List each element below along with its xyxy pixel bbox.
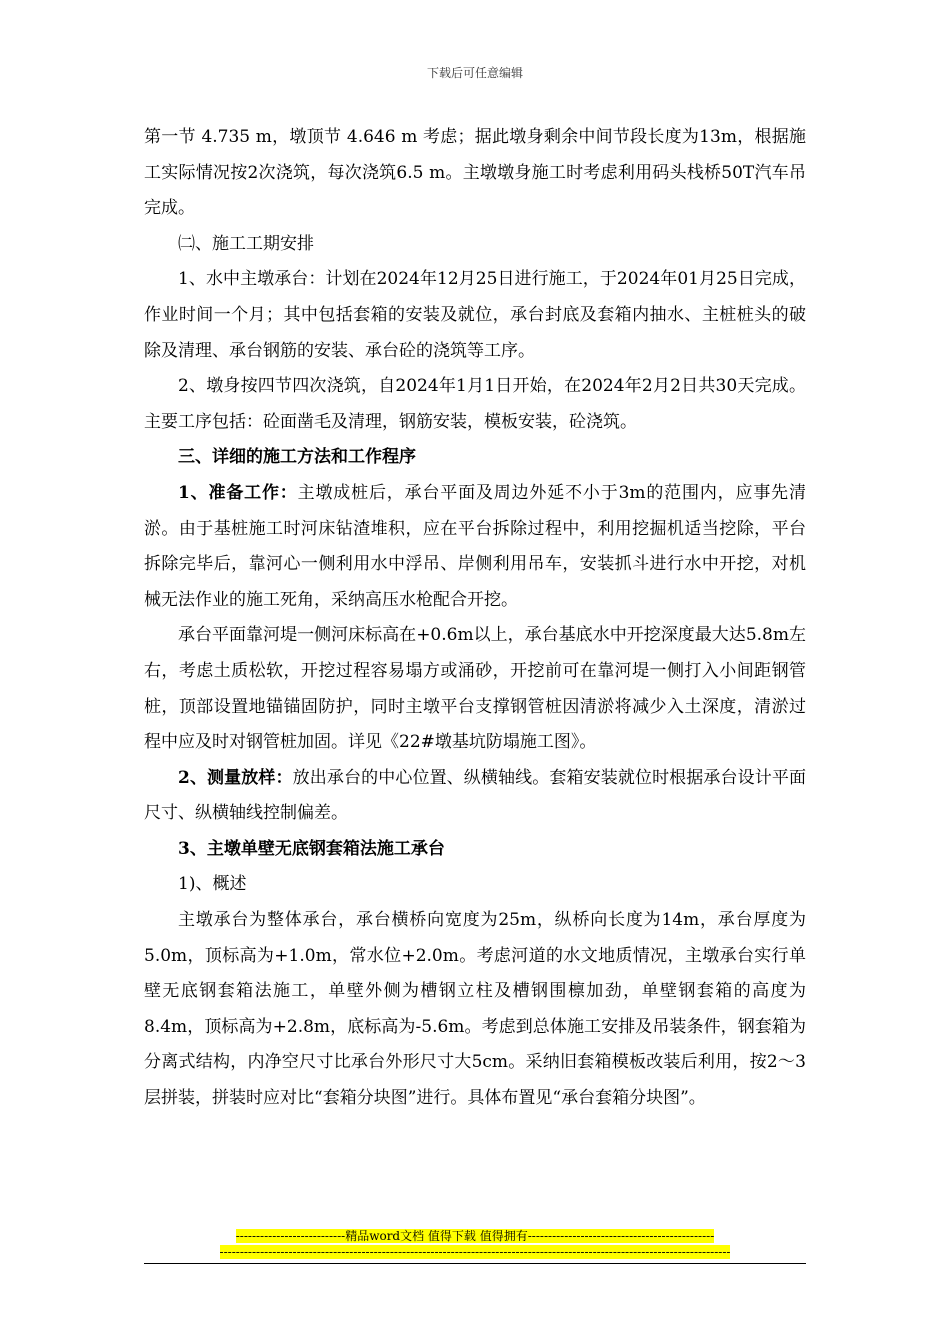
survey-text: 放出承台的中心位置、纵横轴线。套箱安装就位时根据承台设计平面尺寸、纵横轴线控制偏差。 [144, 767, 806, 824]
document-body [144, 120, 806, 1117]
section-heading-methods: 三、详细的施工方法和工作程序 [178, 447, 416, 468]
subheading-overview: 1)、概述 [178, 874, 247, 895]
survey-label: 2、测量放样： [178, 767, 293, 788]
paragraph-survey [144, 761, 806, 832]
page-header: 下载后可任意编辑 [426, 66, 523, 80]
preparation-text: 主墩成桩后，承台平面及周边外延不小于3m的范围内，应事先清淤。由于基桩施工时河床钻渣堆积，应在平台拆除过程中，利用挖掘机适当挖除，平台拆除完毕后，靠河心一侧利用水中浮吊、岸侧利用吊车，安装抓斗进行水中开挖，对机械无法作业的施工死角，采纳高压水枪配合开挖。 [144, 482, 806, 610]
footer-dash-text: ------------------------------------------------------------------------------------------------------------------------------ [219, 1245, 731, 1259]
footer-banner-line [0, 1229, 950, 1244]
paragraph-pier-segments: 第一节 4.735 m，墩顶节 4.646 m 考虑；据此墩身剩余中间节段长度为13m，根据施工实际情况按2次浇筑，每次浇筑6.5 m。主墩墩身施工时考虑利用码头栈桥50T汽车吊完成。 [144, 127, 806, 219]
paragraph-overview: 主墩承台为整体承台，承台横桥向宽度为25m，纵桥向长度为14m，承台厚度为5.0m，顶标高为+1.0m，常水位+2.0m。考虑河道的水文地质情况，主墩承台实行单壁无底钢套箱法施工，单壁外侧为槽钢立柱及槽钢围檩加劲，单壁钢套箱的高度为8.4m，顶标高为+2.8m，底标高为-5.6m。考虑到总体施工安排及吊装条件，钢套箱为分离式结构，内净空尺寸比承台外形尺寸大5cm。采纳旧套箱模板改装后利用，按2～3层拼装，拼装时应对比“套箱分块图”进行。具体布置见“承台套箱分块图”。 [144, 910, 806, 1109]
footer-banner-text: ---------------------------精品word文档 值得下载 值得拥有---------------------------------------------- [235, 1229, 715, 1243]
section-heading-cofferdam: 3、主墩单壁无底钢套箱法施工承台 [178, 838, 445, 859]
paragraph-pier-body-schedule: 2、墩身按四节四次浇筑，自2024年1月1日开始，在2024年2月2日共30天完成。主要工序包括：砼面凿毛及清理，钢筋安装，模板安装，砼浇筑。 [144, 376, 806, 432]
paragraph-preparation [144, 476, 806, 618]
paragraph-pile-cap-schedule: 1、水中主墩承台：计划在2024年12月25日进行施工，于2024年01月25日完成，作业时间一个月；其中包括套箱的安装及就位，承台封底及套箱内抽水、主桩桩头的破除及清理、承台钢筋的安装、承台砼的浇筑等工序。 [144, 269, 806, 361]
footer-rule [144, 1263, 806, 1264]
paragraph-excavation: 承台平面靠河堤一侧河床标高在+0.6m以上，承台基底水中开挖深度最大达5.8m左右，考虑土质松软，开挖过程容易塌方或涌砂，开挖前可在靠河堤一侧打入小间距钢管桩，顶部设置地锚锚固防护，同时主墩平台支撑钢管桩因清淤将减少入土深度，清淤过程中应及时对钢管桩加固。详见《22#墩基坑防塌施工图》。 [144, 625, 806, 753]
footer-dash-line [0, 1245, 950, 1260]
section-heading-schedule: ㈡、施工工期安排 [178, 233, 314, 254]
preparation-label: 1、准备工作： [178, 482, 298, 503]
